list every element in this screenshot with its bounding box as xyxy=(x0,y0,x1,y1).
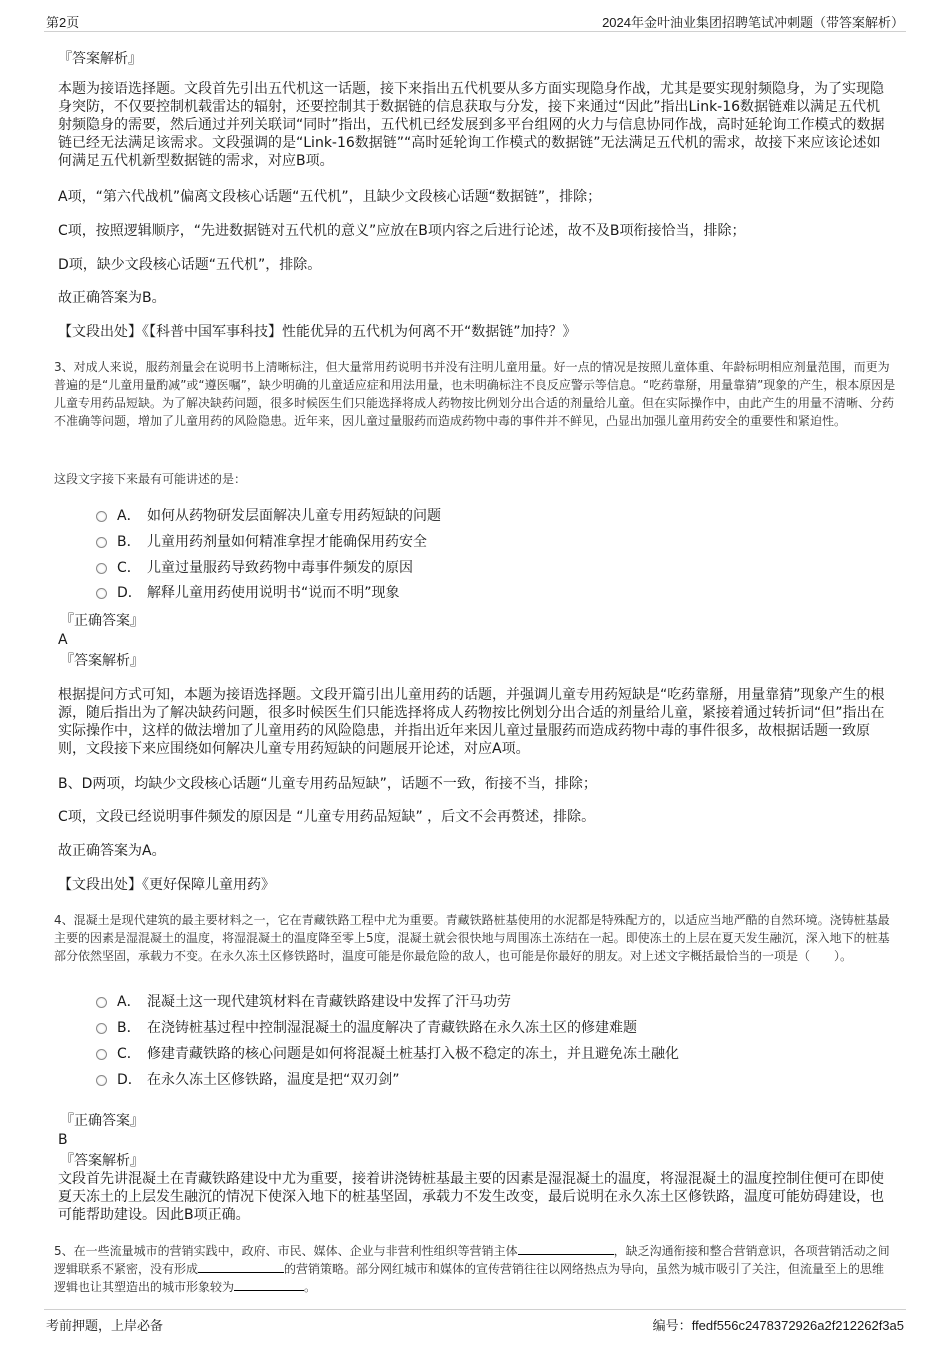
footer-divider xyxy=(44,1309,906,1310)
option-text: 如何从药物研发层面解决儿童专用药短缺的问题 xyxy=(147,508,441,524)
document-code xyxy=(653,1315,904,1334)
q4-option-d[interactable] xyxy=(96,1071,400,1089)
q3-conclusion: 故正确答案为A。 xyxy=(58,843,166,859)
radio-icon[interactable] xyxy=(96,997,107,1008)
option-text: 儿童过量服药导致药物中毒事件频发的原因 xyxy=(147,560,413,576)
option-key: A． xyxy=(117,994,141,1010)
option-text: 儿童用药剂量如何精准拿捏才能确保用药安全 xyxy=(147,534,427,550)
q3-analysis-options-bd: B、D两项，均缺少文段核心话题“儿童专用药品短缺”，话题不一致，衔接不当，排除； xyxy=(58,776,597,792)
q3-option-b[interactable] xyxy=(96,533,427,551)
radio-icon[interactable] xyxy=(96,1049,107,1060)
q2-analysis-option-d: D项，缺少文段核心话题“五代机”，排除。 xyxy=(58,257,322,273)
option-text: 混凝土这一现代建筑材料在青藏铁路建设中发挥了汗马功劳 xyxy=(147,994,511,1010)
q4-option-a[interactable] xyxy=(96,993,511,1011)
q3-option-d[interactable] xyxy=(96,584,400,602)
q3-source: 【文段出处】《更好保障儿童用药》 xyxy=(58,877,275,893)
q5-stem-part2: ，缺乏沟通衔接和整合营销意识，各项营销活动之间逻辑联系不紧密，没有形成 xyxy=(54,1244,890,1276)
radio-icon[interactable] xyxy=(96,511,107,522)
q3-analysis-title: 『答案解析』 xyxy=(60,653,144,669)
q3-analysis-paragraph: 根据提问方式可知，本题为接语选择题。文段开篇引出儿童用药的话题，并强调儿童专用药短缺是“吃药靠掰，用量靠猜”现象产生的根源，随后指出为了解决缺药问题，很多时候医生们只能选择将成人药物按比例划分出合适的剂量给儿童，紧接着通过转折词“但”指出在实际操作中，这样的做法增加了儿童用药的风险隐患，并指出近年来因儿童过量服药而造成药物中毒的事件很多，故根据话题一致原则，文段接下来应围绕如何解决儿童专用药短缺的问题展开论述，对应A项。 xyxy=(58,687,885,757)
q2-analysis-option-a: A项，“第六代战机”偏离文段核心话题“五代机”，且缺少文段核心话题“数据链”，排除； xyxy=(58,189,602,205)
q3-option-c[interactable] xyxy=(96,559,413,577)
q3-answer: A xyxy=(58,632,68,648)
option-text: 修建青藏铁路的核心问题是如何将混凝土桩基打入极不稳定的冻土，并且避免冻土融化 xyxy=(147,1046,679,1062)
q3-stem: 3、对成人来说，服药剂量会在说明书上清晰标注，但大量常用药说明书并没有注明儿童用量。好一点的情况是按照儿童体重、年龄标明相应剂量范围，而更为普遍的是“儿童用量酌减”或“遵医嘱”，缺少明确的儿童适应症和用法用量，也未明确标注不良反应警示等信息。“吃药靠掰，用量靠猜”现象的产生，根本原因是儿童专用药品短缺。为了解决缺药问题，很多时候医生们只能选择将成人药物按比例划分出合适的剂量给儿童。但在实际操作中，由此产生的用量不清晰、分药不准确等问题，增加了儿童用药的风险隐患。近年来，因儿童过量服药而造成药物中毒的事件并不鲜见，凸显出加强儿童用药安全的重要性和紧迫性。 xyxy=(54,360,896,428)
q4-stem: 4、混凝土是现代建筑的最主要材料之一，它在青藏铁路工程中尤为重要。青藏铁路桩基使用的水泥都是特殊配方的，以适应当地严酷的自然环境。浇铸桩基最主要的因素是湿混凝土的温度，将湿混凝土的温度降至零上5度，混凝土就会很快地与周围冻土冻结在一起。即使冻土的上层在夏天发生融沉，深入地下的桩基部分依然坚固，承载力不变。在永久冻土区修铁路时，温度可能是你最危险的敌人，也可能是你最好的朋友。对上述文字概括最恰当的一项是（ ）。 xyxy=(54,913,890,963)
radio-icon[interactable] xyxy=(96,588,107,599)
q4-answer: B xyxy=(58,1132,68,1148)
option-key: D． xyxy=(117,585,142,601)
radio-icon[interactable] xyxy=(96,1075,107,1086)
option-key: A． xyxy=(117,508,141,524)
page-number: 第2页 xyxy=(46,15,80,30)
option-key: D． xyxy=(117,1072,142,1088)
q2-analysis-title: 『答案解析』 xyxy=(58,51,142,67)
header-divider xyxy=(44,31,906,32)
radio-icon[interactable] xyxy=(96,537,107,548)
option-key: C． xyxy=(117,1046,141,1062)
radio-icon[interactable] xyxy=(96,563,107,574)
q4-option-b[interactable] xyxy=(96,1019,637,1037)
q3-answer-title: 『正确答案』 xyxy=(60,613,144,629)
option-key: B． xyxy=(117,534,141,550)
q4-analysis-paragraph: 文段首先讲混凝土在青藏铁路建设中尤为重要，接着讲浇铸桩基最主要的因素是湿混凝土的温度，将湿混凝土的温度控制住便可在即使夏天冻土的上层发生融沉的情况下使深入地下的桩基坚固，承载力不发生改变，最后说明在永久冻土区修铁路，温度可能妨碍建设，也可能帮助建设。因此B项正确。 xyxy=(58,1171,884,1223)
q2-analysis-paragraph: 本题为接语选择题。文段首先引出五代机这一话题，接下来指出五代机要从多方面实现隐身作战，尤其是要实现射频隐身，为了实现隐身突防，不仅要控制机载雷达的辐射，还要控制其于数据链的信息获取与分发，接下来通过“因此”指出Link-16数据链难以满足五代机射频隐身的需要，然后通过并列关联词“同时”指出，五代机已经发展到多平台组网的火力与信息协同作战，高时延轮询工作模式的数据链已经无法满足该需求。文段强调的是“Link-16数据链”“高时延轮询工作模式的数据链”无法满足五代机的需求，故接下来应该论述如何满足五代机新型数据链的需求，对应B项。 xyxy=(58,81,885,169)
option-text: 解释儿童用药使用说明书“说而不明”现象 xyxy=(147,585,400,601)
option-key: C． xyxy=(117,560,141,576)
q5-stem xyxy=(54,1242,896,1296)
q5-stem-part4: 。 xyxy=(304,1280,317,1294)
option-text: 在永久冻土区修铁路，温度是把“双刃剑” xyxy=(147,1072,400,1088)
q2-conclusion: 故正确答案为B。 xyxy=(58,290,166,306)
q2-source: 【文段出处】《【科普中国军事科技】性能优异的五代机为何离不开“数据链”加持？》 xyxy=(58,324,577,340)
q4-answer-title: 『正确答案』 xyxy=(60,1113,144,1129)
q2-analysis-option-c: C项，按照逻辑顺序，“先进数据链对五代机的意义”应放在B项内容之后进行论述，故不及B项衔接恰当，排除； xyxy=(58,223,746,239)
q4-analysis-title: 『答案解析』 xyxy=(60,1153,144,1169)
document-title: 2024年金叶油业集团招聘笔试冲刺题（带答案解析） xyxy=(602,15,904,30)
q5-blank-1[interactable] xyxy=(518,1242,614,1255)
q5-blank-3[interactable] xyxy=(234,1278,304,1291)
document-code-value: ffedf556c2478372926a2f212262f3a5 xyxy=(691,1318,904,1333)
q5-blank-2[interactable] xyxy=(198,1260,284,1273)
q5-stem-part1: 5、在一些流量城市的营销实践中，政府、市民、媒体、企业与非营利性组织等营销主体 xyxy=(54,1244,518,1258)
q3-question: 这段文字接下来最有可能讲述的是： xyxy=(54,472,247,486)
document-code-label: 编号： xyxy=(652,1318,692,1333)
q5-stem-part3: 的营销策略。部分网红城市和媒体的宣传营销往往以网络热点为导向，虽然为城市吸引了关注，但流量至上的思维逻辑也让其塑造出的城市形象较为 xyxy=(54,1262,885,1294)
radio-icon[interactable] xyxy=(96,1023,107,1034)
q4-option-c[interactable] xyxy=(96,1045,679,1063)
q3-analysis-option-c: C项，文段已经说明事件频发的原因是 “儿童专用药品短缺” ，后文不会再赘述，排除。 xyxy=(58,809,596,825)
option-key: B． xyxy=(117,1020,141,1036)
footer-slogan: 考前押题，上岸必备 xyxy=(46,1318,164,1333)
q3-option-a[interactable] xyxy=(96,507,441,525)
option-text: 在浇铸桩基过程中控制湿混凝土的温度解决了青藏铁路在永久冻土区的修建难题 xyxy=(147,1020,637,1036)
